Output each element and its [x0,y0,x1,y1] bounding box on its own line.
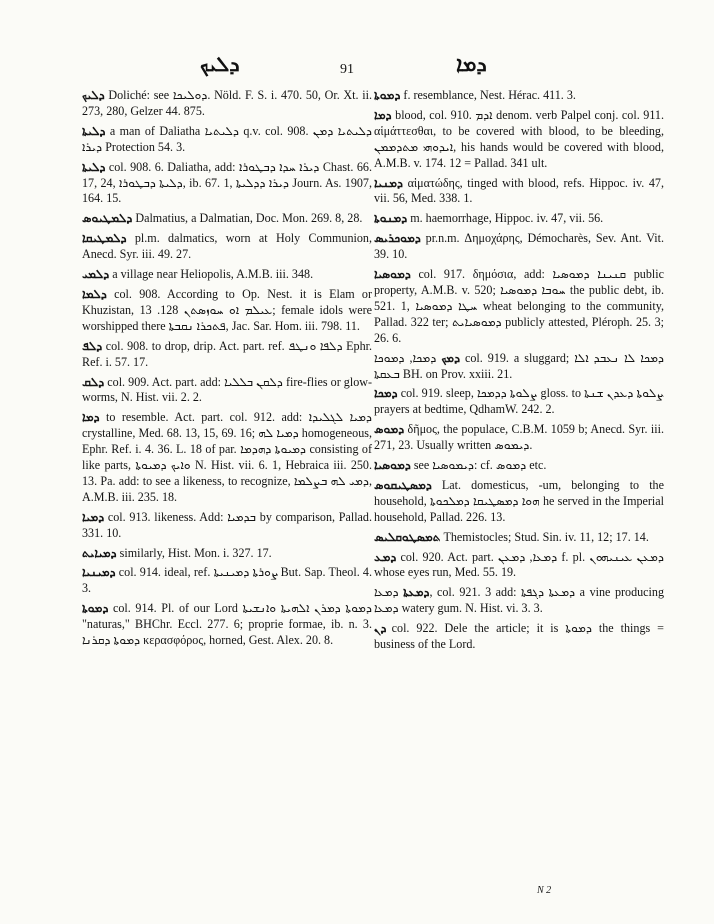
right-column [374,88,664,657]
entry-text: to resemble. Act. part. col. 912. add: ܕܡܝܐ ܠܓܠܝܕܐ crystalline, Med. 68. 13, 15, 69. 16; ܕܡܝܐ ܠܗ homogeneous, Ephr. Ref. i. 4. 36. L. 18 of par. ܕܡܝܘܬܐ ܕܗܕܡܐ consisting of like parts, ܘܐܝܟ ܕܡܝܘܬܐ N. Hist. vii. 6. 1, Hebraica iii. 250. 13. Pa. add: to see a likeness, to recognize, ܕܡܝ ܠܗ ܒܨܠܡܐ, A.M.B. iii. 235. 18. [82,410,373,504]
dictionary-entry [82,160,372,208]
entry-headword: ܕܡܥܬܐ [403,585,430,600]
entry-text: Doliché: see ܕܘܠܝܟܐ. Nöld. F. S. i. 470. 50, Or. Xt. ii. 273, 280, Gelzer 44. 875. [82,88,372,118]
dictionary-entry [374,267,664,347]
dictionary-entry [82,287,372,335]
entry-text: col. 922. Dele the article; it is ܕܡܘܬܐ the things = business of the Lord. [374,621,664,652]
dictionary-entry [374,351,664,383]
dictionary-entry [82,231,372,263]
signature-mark: N 2 [537,885,552,896]
running-head-left: ܕܠܝܟ [200,52,240,76]
dictionary-entry [374,585,664,617]
entry-headword: ܕܡܘܣܝܐ [374,458,411,473]
entry-headword: ܕܡܘܣ [374,422,405,437]
entry-text: col. 908. According to Op. Nest. it is Elam or Khuzistan, ܥܝܠܡ ܐܘ ܚܘܙܣܬܢ 128. 13; female idols were worshipped there ܦܬܟܪܐ ܢܩܒܬܐ, Jac. Sar. Hom. iii. 798. 11. [82,286,372,333]
entry-text: pl.m. dalmatics, worn at Holy Communion, Anecd. Syr. iii. 49. 27. [82,231,372,262]
entry-text: col. 920. Act. part. ܕܡܥܐ, ܕܡܥܢ f. pl. ܕܡܥܢ ܥܝܢܝܗܘܢ whose eyes run, Med. 55. 19. [374,549,664,580]
dictionary-entry [374,458,664,474]
entry-text: col. 914. ideal, ref. ܨܘܪܬܐ ܕܡܝܢܝܬܐ But. Sap. Theol. 4. 3. [82,565,373,596]
entry-text: a village near Heliopolis, A.M.B. iii. 348. [112,267,314,282]
entry-headword: ܕܡܘܟܪܝܣ [374,231,421,246]
entry-headword: ܕܠܡܛܝܘܣ [82,211,133,226]
entry-headword: ܕܠܩ [82,374,105,389]
entry-headword: ܕܠܡܐ [82,286,107,301]
dictionary-entry [374,422,664,454]
dictionary-entry [82,375,372,407]
dictionary-entry [374,386,664,418]
entry-text: m. haemorrhage, Hippoc. iv. 47, vii. 56. [410,211,604,226]
entry-headword: ܕܢ [374,621,385,636]
entry-text: Dalmatius, a Dalmatian, Doc. Mon. 269. 8, 28. [135,211,363,226]
entry-headword: ܕܠܝܬܐ [82,159,106,174]
entry-text: Lat. domesticus, -um, belonging to the household, ܗܘܐ ܕܡܣܛܝܩܐ ܕܡܠܟܘܬܐ he served in the Imperial household, Pallad. 226. 13. [374,477,665,524]
entry-headword: ܕܡܢܝܐ [374,175,403,190]
dictionary-entry [374,88,664,104]
entry-headword: ܕܡܢܘܬܐ [374,211,408,226]
entry-text: blood, col. 910. ܐܕܡ denom. verb Palpel conj. col. 911. αἱμάττεσθαι, to be covered with blood, to be bleeding, ܐܝܕܘܗܝ ܡܬܕܡܡܢ, his hands would be covered with blood, A.M.B. v. 174. 12 = Pallad. 341 ult. [374,107,665,170]
entry-text: ܕܡܥܐ, col. 921. 3 add: ܕܡܥܬܐ ܕܓܦܬܐ a vine producing ܕܡܥܐ watery gum. N. Hist. vi. 3. 3. [374,585,665,616]
dictionary-entry [374,621,664,653]
dictionary-entry [374,176,664,208]
entry-headword: ܕܡܣܛܝܩܘܣ [374,477,432,492]
dictionary-entry [82,565,372,597]
entry-text: δῆμος, the populace, C.B.M. 1059 b; Anecd. Syr. iii. 271, 23. Usually written ܕܝܡܘܣ. [374,422,665,453]
entry-text: col. 917. δημόσια, add: ܩܢܝܢܐ ܕܡܘܣܝܐ public property, A.M.B. v. 520; ܚܘܒܐ ܕܡܘܣܝܐ the public debt, ib. 521. 1, ܚܛܐ ܕܡܘܣܝܐ wheat belonging to the community, Pallad. 322 ter; ܕܡܘܣܝܐܝܬ publicly attested, Pléroph. 25. 3; 26. 6. [374,267,665,345]
dictionary-entry [374,231,664,263]
left-column [82,88,372,653]
dictionary-entry [82,88,372,120]
entry-text: pr.n.m. Δημοχάρης, Démocharès, Sev. Ant. Vit. 39. 10. [374,231,664,262]
dictionary-entry [82,601,372,649]
entry-text: col. 919. sleep, ܨܠܘܬܐ ܕܕܡܟܐ gloss. to ܨܠܘܬܐ ܕܥܕܢ ܫܢܬܐ prayers at bedtime, QdhamW. 242. 2. [374,386,664,417]
entry-headword: ܕܡܝܐ [82,509,105,524]
dictionary-entry [82,339,372,371]
entry-headword: ܕܠܝܟ [82,88,105,102]
entry-text: a man of Daliatha ܕܠܝܬܝܐ q.v. col. 908. ܕܠܝܬܝܐ ܕܡܢ ܕܝܪܐ Protection 54. 3. [82,123,372,154]
dictionary-entry [374,108,664,172]
entry-text: col. 908. 6. Daliatha, add: ܕܝܪܐ ܚܕܐ ܕܒܛܘܪܐ Chast. 66. 17, 24, ܕܠܝܬܐ ܕܒܛܘܪܐ, ib. 67. 1, ܕܝܪܐ ܕܕܠܝܬܐ Journ. As. 1907, 164. 15. [82,159,372,206]
running-head-right: ܕܡܐ [456,52,487,76]
entry-headword: ܕܡܟܐ [374,386,398,401]
entry-headword: ܕܡܥ [374,549,397,564]
entry-headword: ܕܡܘܣܝܐ [374,267,411,282]
entry-headword: ܕܠܡܝ [82,267,110,282]
entry-headword: ܕܡܝܢܝܐ [82,565,116,580]
entry-text: col. 908. to drop, drip. Act. part. ref. ܕܠܦܐ ܘܢܛܦ Ephr. Ref. i. 57. 17. [82,338,372,369]
dictionary-entry [374,550,664,582]
entry-headword: ܕܡܘܬܐ [82,601,109,616]
entry-text: ܕܡܟܐ, ܕܡܘܟܐ col. 919. a sluggard; ܕܡܟܐ ܠܐ ܢܥܒܕ ܐܠܐ ܒܥܩܬܐ BH. on Prov. xxiii. 21. [374,350,664,381]
entry-headword: ܕܠܡܛܝܩܐ [82,231,127,246]
entry-text: col. 914. Pl. of our Lord ܕܡܘܬܐ ܕܡܪܢ ܐܠܗܝܬܐ ܘܐܢܫܝܬܐ "naturas," BHChr. Eccl. 277. 6; proprie formae, ib. n. 3. ܕܡܘܬܐ ܕܩܪܢܐ κερασφόρος, horned, Gest. Alex. 20. 8. [82,601,372,648]
page-number: 91 [340,62,354,77]
entry-headword: ܕܡܝܐܝܬ [82,545,117,560]
dictionary-entry [374,530,664,546]
entry-headword: ܕܡܐ [374,107,392,122]
entry-headword: ܕܡܟ [441,350,460,365]
entry-text: col. 913. likeness. Add: ܒܕܡܝܐ by comparison, Pallad. 331. 10. [82,509,372,540]
dictionary-entry [82,410,372,505]
entry-text: see ܕܝܡܘܣܝܐ: cf. ܕܡܘܣ etc. [413,458,547,473]
entry-headword: ܕܡܐ [82,410,100,425]
entry-headword: ܕܠܦ [82,338,103,353]
entry-text: col. 909. Act. part. add: ܕܠܩܢ ܒܠܠܝܐ fire-flies or glow-worms, N. Hist. vii. 2. 2. [82,374,373,405]
dictionary-entry [374,211,664,227]
entry-headword: ܕܠܝܬܐ [82,123,106,138]
entry-text: αἱματώδης, tinged with blood, refs. Hippoc. iv. 47, vii. 56, Med. 338. 1. [374,175,664,206]
dictionary-entry [82,124,372,156]
dictionary-entry [82,267,372,283]
entry-headword: ܬܡܣܛܘܩܠܝܣ [374,529,441,544]
entry-text: similarly, Hist. Mon. i. 327. 17. [119,545,272,560]
dictionary-entry [374,478,664,526]
entry-text: f. resemblance, Nest. Hérac. 411. 3. [403,88,576,102]
dictionary-entry [82,546,372,562]
dictionary-entry [82,510,372,542]
entry-text: Themistocles; Stud. Sin. iv. 11, 12; 17. 14. [443,529,649,544]
dictionary-entry [82,211,372,227]
entry-headword: ܕܡܘܬܐ [374,88,401,102]
